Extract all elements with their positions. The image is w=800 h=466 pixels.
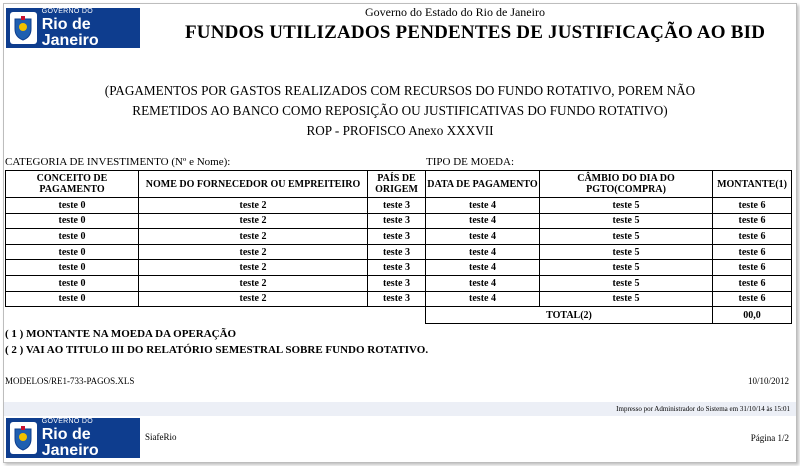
subtitle-line-1: (PAGAMENTOS POR GASTOS REALIZADOS COM RECURSOS DO FUNDO ROTATIVO, POREM NÃO (104, 83, 696, 98)
footnote-1: ( 1 ) MONTANTE NA MOEDA DA OPERAÇÃO (5, 328, 237, 340)
logo-small-text: GOVERNO DO (41, 7, 93, 15)
cell-conceito: teste 0 (6, 213, 139, 229)
cell-montante: teste 6 (713, 198, 792, 214)
total-value: 00,0 (713, 307, 792, 324)
subtitle-line-2: REMETIDOS AO BANCO COMO REPOSIÇÃO OU JUSTIFICATIVAS DO FUNDO ROTATIVO) (132, 103, 668, 118)
coat-of-arms-icon (10, 422, 37, 454)
tipo-moeda-label: TIPO DE MOEDA: (426, 156, 514, 168)
table-row (6, 229, 792, 245)
cell-montante: teste 6 (713, 244, 792, 260)
cell-fornecedor: teste 2 (139, 213, 368, 229)
printed-by: Impresso por Administrador do Sistema em 31/10/14 às 15:01 (616, 405, 790, 413)
cell-cambio: teste 5 (540, 229, 713, 245)
logo-small-text: GOVERNO DO (41, 417, 93, 425)
cell-conceito: teste 0 (6, 229, 139, 245)
cell-data: teste 4 (426, 275, 540, 291)
cell-montante: teste 6 (713, 260, 792, 276)
col-header-montante: MONTANTE(1) (713, 171, 792, 198)
cell-data: teste 4 (426, 244, 540, 260)
footnotes (5, 326, 428, 358)
cell-cambio: teste 5 (540, 275, 713, 291)
government-line: Governo do Estado do Rio de Janeiro (365, 5, 545, 19)
cell-pais: teste 3 (368, 291, 426, 307)
total-row (6, 307, 792, 324)
cell-fornecedor: teste 2 (139, 275, 368, 291)
cell-pais: teste 3 (368, 229, 426, 245)
col-header-fornecedor: NOME DO FORNECEDOR OU EMPREITEIRO (139, 171, 368, 198)
cell-fornecedor: teste 2 (139, 229, 368, 245)
cell-conceito: teste 0 (6, 291, 139, 307)
cell-cambio: teste 5 (540, 213, 713, 229)
cell-pais: teste 3 (368, 260, 426, 276)
cell-data: teste 4 (426, 291, 540, 307)
cell-cambio: teste 5 (540, 260, 713, 276)
cell-fornecedor: teste 2 (139, 291, 368, 307)
cell-montante: teste 6 (713, 291, 792, 307)
col-header-data: DATA DE PAGAMENTO (426, 171, 540, 198)
coat-of-arms-icon (10, 12, 37, 44)
cell-fornecedor: teste 2 (139, 260, 368, 276)
cell-cambio: teste 5 (540, 198, 713, 214)
cell-montante: teste 6 (713, 213, 792, 229)
system-name: SiafeRio (145, 432, 177, 442)
model-filename: MODELOS/RE1-733-PAGOS.XLS (5, 376, 135, 386)
cell-fornecedor: teste 2 (139, 244, 368, 260)
logo-big-text: Rio de Janeiro (41, 425, 99, 459)
logo-big-text: Rio de Janeiro (41, 15, 99, 49)
table-row (6, 198, 792, 214)
cell-conceito: teste 0 (6, 260, 139, 276)
footnote-2: ( 2 ) VAI AO TITULO III DO RELATÓRIO SEMESTRAL SOBRE FUNDO ROTATIVO. (5, 344, 429, 356)
cell-pais: teste 3 (368, 244, 426, 260)
table-row (6, 291, 792, 307)
page-title: FUNDOS UTILIZADOS PENDENTES DE JUSTIFICAÇÃO AO BID (185, 22, 766, 43)
col-header-pais: PAÍS DE ORIGEM (368, 171, 426, 198)
table-row (6, 244, 792, 260)
categoria-label: CATEGORIA DE INVESTIMENTO (Nº e Nome): (5, 156, 231, 168)
page-number: Página 1/2 (750, 433, 789, 443)
cell-cambio: teste 5 (540, 244, 713, 260)
report-date: 10/10/2012 (747, 376, 789, 386)
table-row (6, 275, 792, 291)
col-header-conceito: CONCEITO DE PAGAMENTO (6, 171, 139, 198)
cell-montante: teste 6 (713, 229, 792, 245)
subtitle-line-3: ROP - PROFISCO Anexo XXXVII (306, 123, 494, 138)
col-header-cambio: CÂMBIO DO DIA DO PGTO(COMPRA) (540, 171, 713, 198)
cell-fornecedor: teste 2 (139, 198, 368, 214)
cell-conceito: teste 0 (6, 244, 139, 260)
cell-conceito: teste 0 (6, 275, 139, 291)
cell-conceito: teste 0 (6, 198, 139, 214)
cell-pais: teste 3 (368, 275, 426, 291)
cell-data: teste 4 (426, 229, 540, 245)
table-header-row (6, 171, 792, 198)
total-label: TOTAL(2) (426, 307, 713, 324)
cell-cambio: teste 5 (540, 291, 713, 307)
table-row (6, 213, 792, 229)
government-logo (6, 8, 140, 48)
cell-data: teste 4 (426, 198, 540, 214)
cell-data: teste 4 (426, 260, 540, 276)
table-row (6, 260, 792, 276)
cell-data: teste 4 (426, 213, 540, 229)
footer-government-logo (6, 418, 140, 458)
payments-table (5, 170, 792, 324)
cell-montante: teste 6 (713, 275, 792, 291)
report-subtitle (0, 81, 800, 141)
cell-pais: teste 3 (368, 198, 426, 214)
cell-pais: teste 3 (368, 213, 426, 229)
